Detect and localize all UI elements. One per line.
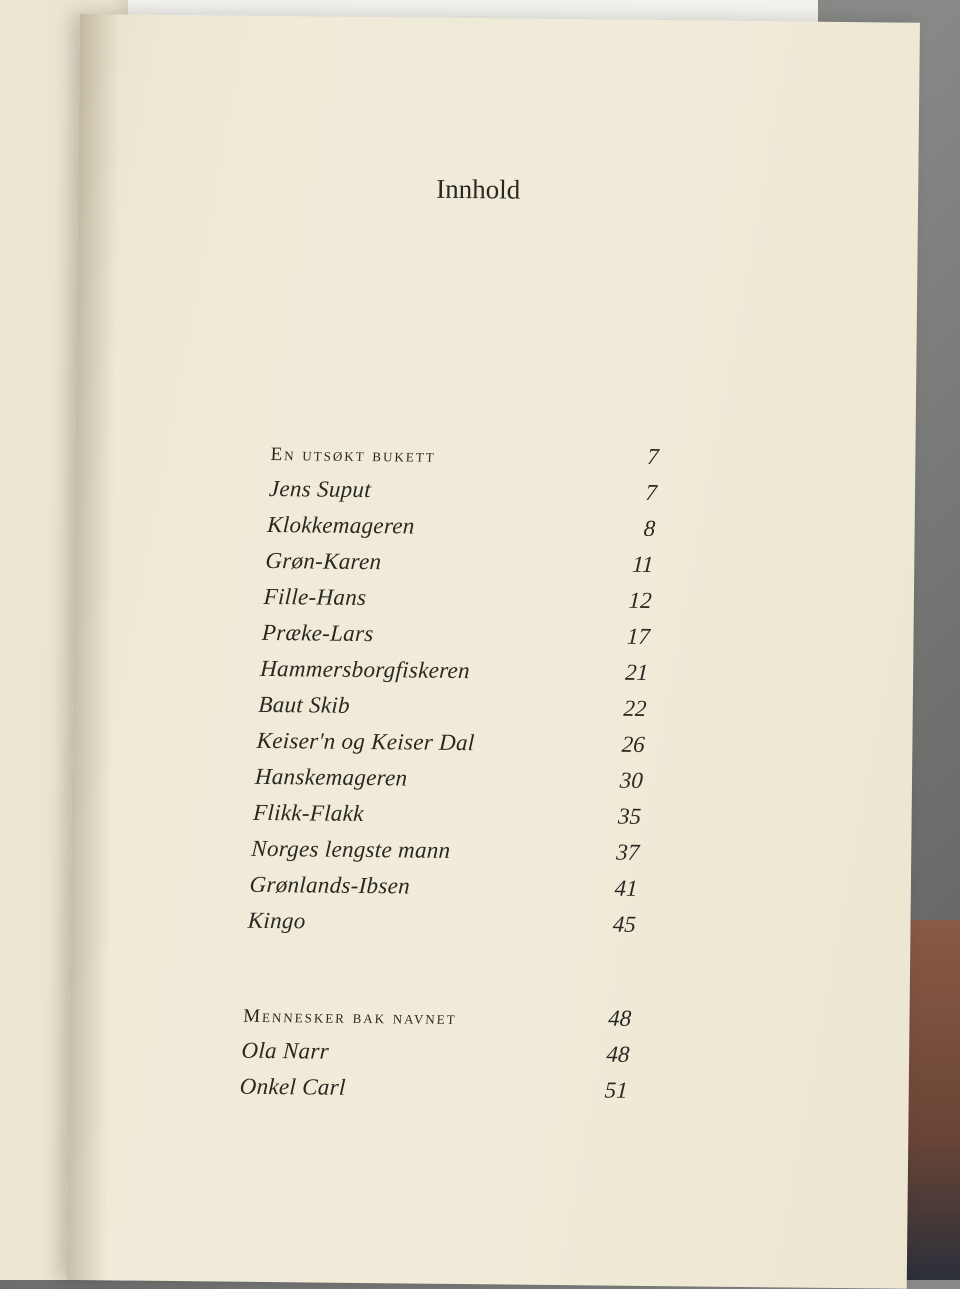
entry-title: Hanskemageren — [254, 763, 409, 791]
entry-title: Flikk-Flakk — [252, 799, 365, 827]
entry-page-number: 30 — [619, 767, 644, 793]
entry-page-number: 8 — [643, 515, 656, 542]
toc-entry — [239, 1070, 629, 1110]
entry-page-number: 12 — [628, 587, 653, 614]
entry-title: Grøn-Karen — [264, 547, 382, 575]
entry-page-number: 11 — [631, 551, 655, 578]
toc-entry — [261, 616, 651, 656]
page-title: Innhold — [436, 173, 521, 205]
section-page-number: 7 — [646, 443, 660, 470]
toc-entry — [258, 688, 648, 728]
toc-section-heading — [270, 436, 660, 476]
entry-title: Kingo — [247, 907, 307, 934]
entry-page-number: 41 — [614, 875, 639, 901]
section-title: Mennesker bak navnet — [242, 1005, 458, 1029]
toc-entry — [259, 652, 649, 692]
toc-entry — [252, 796, 642, 836]
toc-entry — [249, 868, 639, 908]
toc-entry — [241, 1034, 631, 1074]
table-of-contents — [239, 436, 660, 1110]
toc-entry — [266, 508, 656, 548]
entry-page-number: 22 — [622, 695, 648, 721]
toc-entry — [265, 544, 655, 584]
entry-title: Præke-Lars — [261, 619, 375, 647]
entry-title: Norges lengste mann — [250, 835, 452, 863]
toc-entry — [263, 580, 653, 620]
entry-title: Keiser'n og Keiser Dal — [256, 727, 476, 756]
entry-title: Ola Narr — [240, 1037, 330, 1064]
entry-page-number: 35 — [617, 803, 642, 829]
entry-page-number: 37 — [615, 839, 641, 865]
entry-page-number: 21 — [624, 659, 649, 685]
entry-title: Hammersborgfiskeren — [259, 655, 471, 684]
entry-page-number: 7 — [644, 479, 658, 506]
entry-title: Baut Skib — [257, 691, 351, 718]
book-page — [67, 14, 920, 1289]
entry-page-number: 45 — [612, 911, 637, 937]
entry-title: Klokkemageren — [266, 511, 416, 539]
section-title: En utsøkt bukett — [270, 444, 437, 467]
entry-page-number: 26 — [621, 731, 646, 757]
toc-entry — [268, 472, 658, 512]
entry-page-number: 17 — [626, 623, 651, 649]
toc-section-heading — [242, 998, 632, 1038]
toc-entry — [250, 832, 640, 872]
section-page-number: 48 — [607, 1005, 632, 1031]
toc-entry — [247, 904, 637, 944]
section-spacer — [244, 940, 635, 1002]
entry-title: Fille-Hans — [263, 583, 368, 611]
entry-page-number: 51 — [604, 1077, 629, 1103]
entry-title: Onkel Carl — [239, 1073, 347, 1100]
toc-entry — [254, 760, 644, 800]
entry-page-number: 48 — [605, 1041, 631, 1067]
toc-entry — [256, 724, 646, 764]
entry-title: Grønlands-Ibsen — [249, 871, 411, 899]
entry-title: Jens Suput — [268, 476, 372, 503]
